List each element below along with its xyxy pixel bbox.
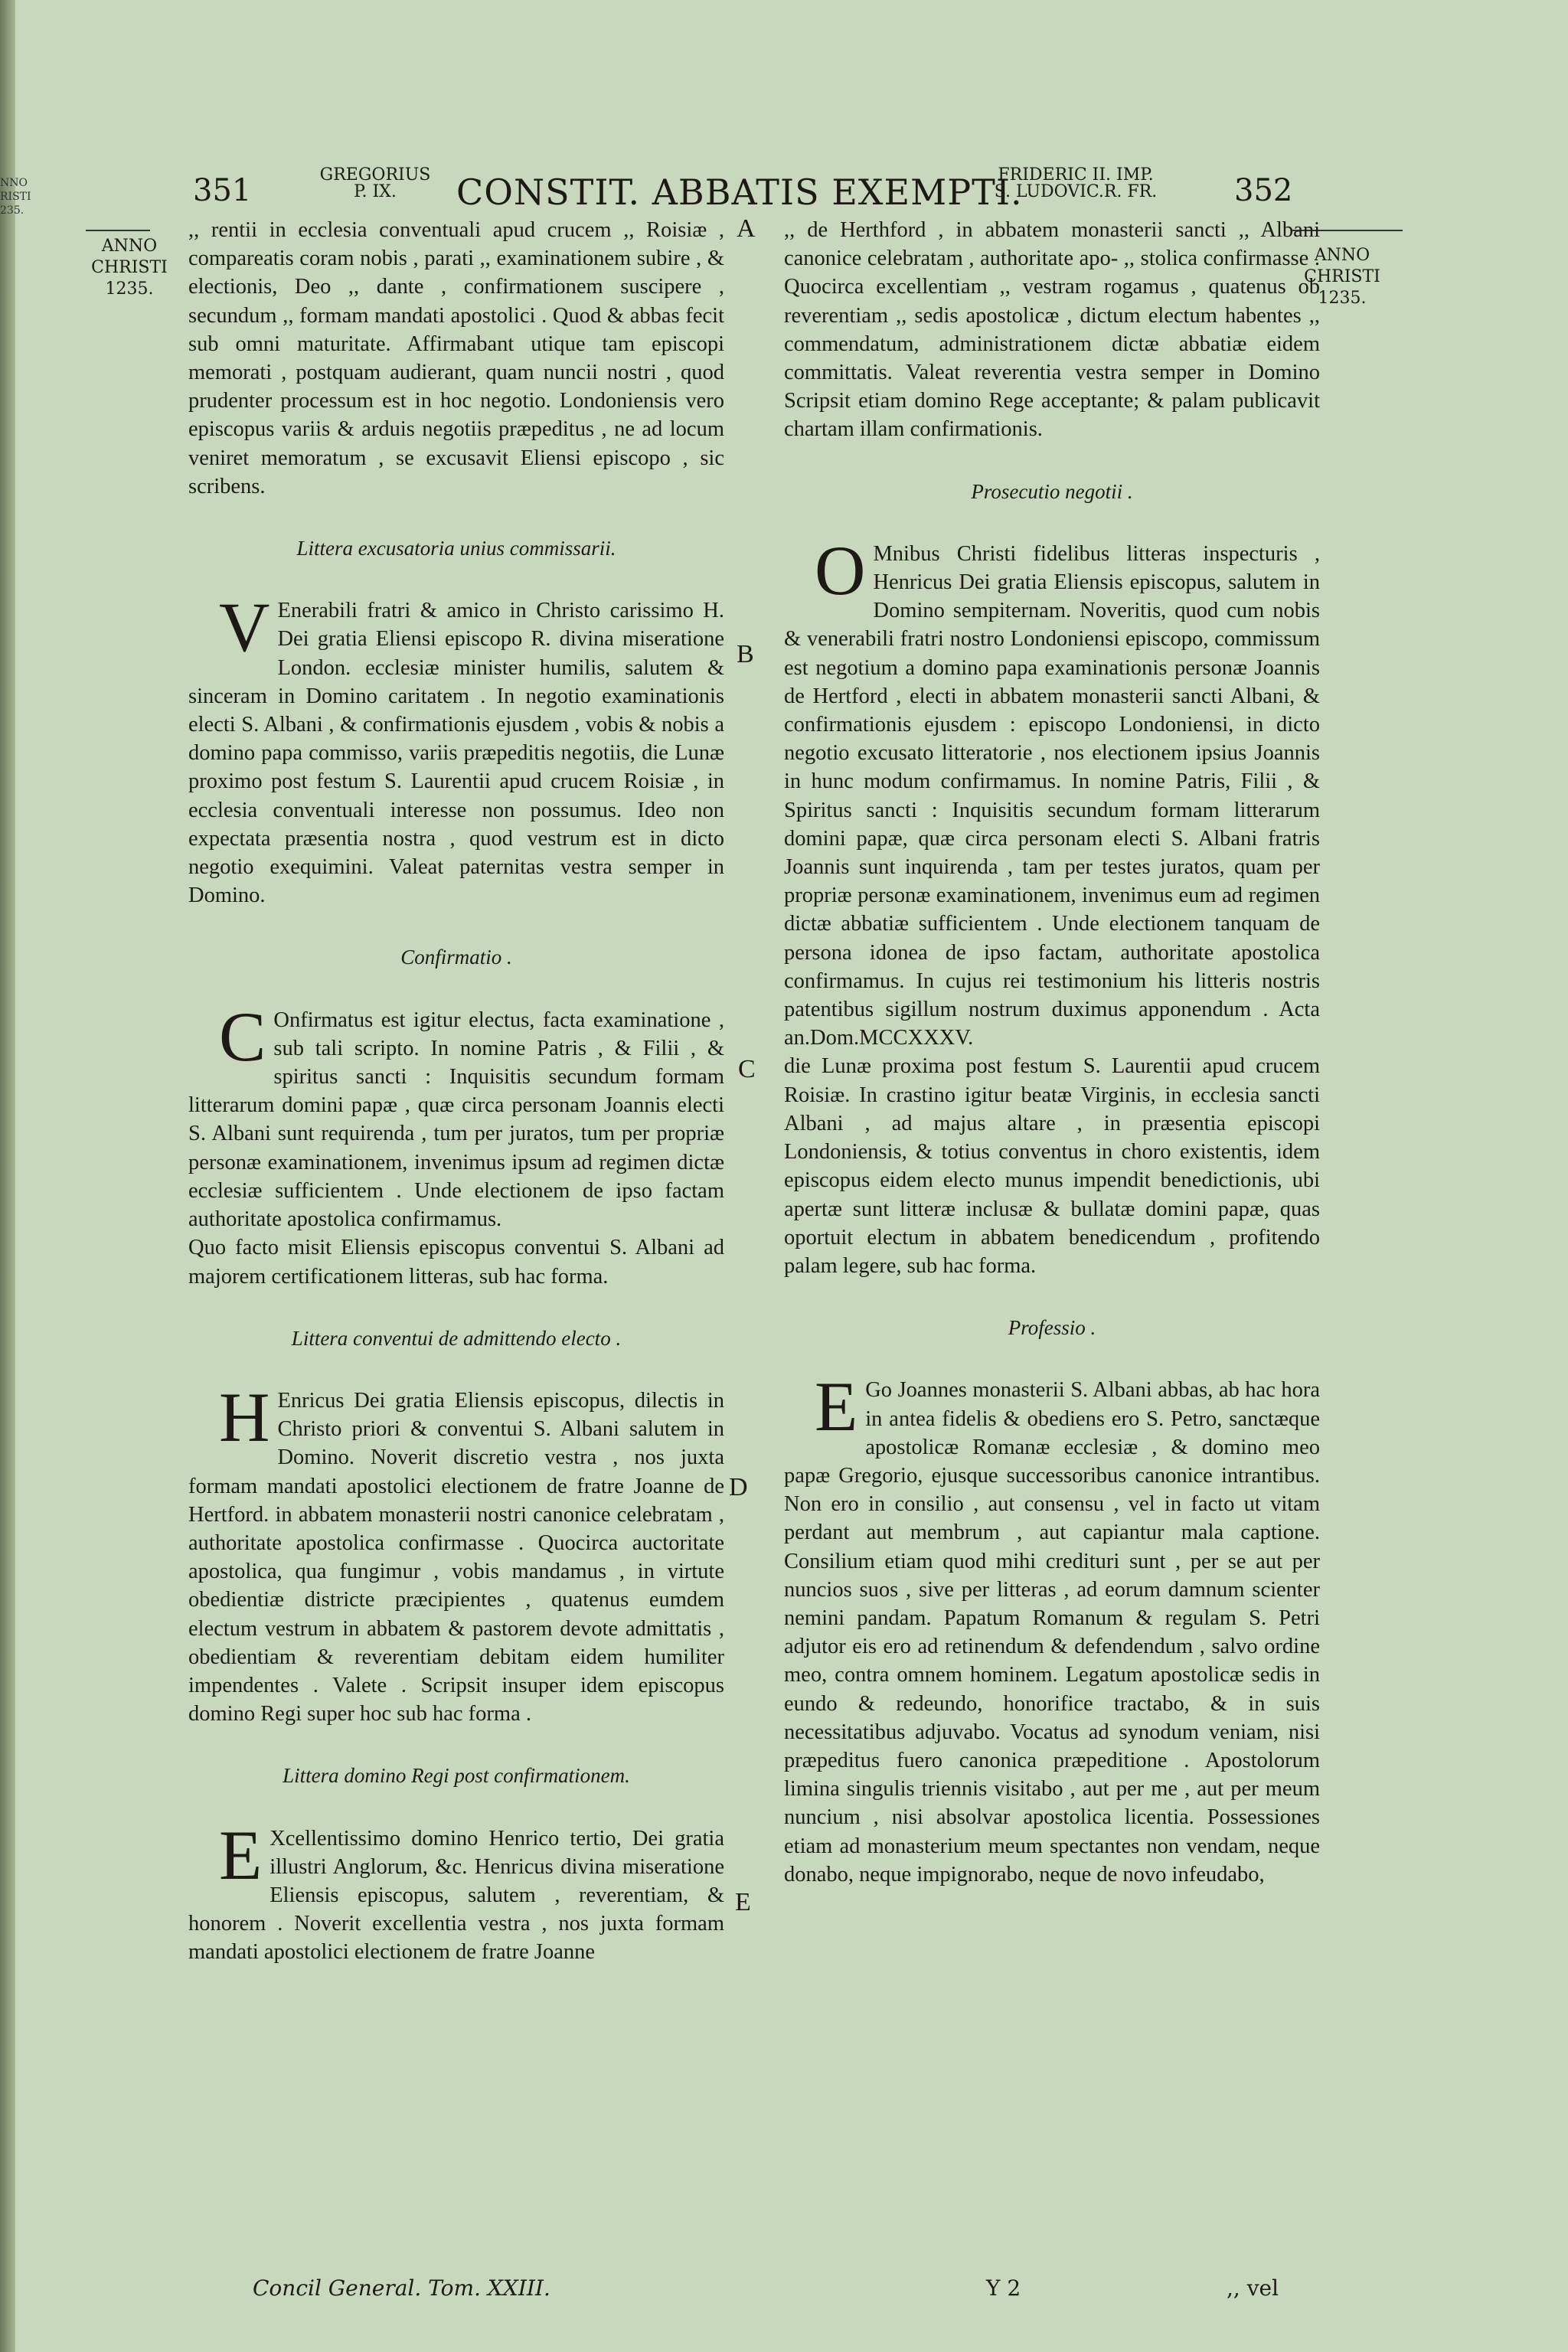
margin-christi: CHRISTI: [1304, 267, 1380, 286]
paragraph: Onfirmatus est igitur electus, facta examinatione , sub tali scripto. In nomine Patris , & Filii , & spiritus sancti : Inquisitis secundum formam litterarum domini papæ , quæ circa personam Joannis electi S. Albani sunt requirenda , tum per juratos, tum per propriæ personæ examinationem, invenimus ipsum ad regimen dictæ ecclesiæ sufficientem . Unde electionem de ipso factam authoritate apostolica confirmamus.: [188, 1008, 724, 1232]
paragraph: ,, de Herthford , in abbatem monasterii sancti ,, Albani canonice celebratam , authoritate apo- ,, stolica confirmasse . Quocirca excellentiam ,, vestram rogamus , quatenus ob reverentiam ,, sedis apostolicæ , dictum electum habentes ,, commendatum, administrationem dictæ abbatiæ eidem committatis. Valeat reverentia vestra semper in Domino Scripsit etiam domino Rege acceptante; & palam publicavit chartam illam confirmationis.: [784, 218, 1320, 442]
section-letter-a: A: [737, 214, 756, 243]
letter-block: [784, 531, 1320, 1053]
margin-note-left: [87, 236, 172, 300]
footer-catchword: ,, vel: [1227, 2275, 1279, 2301]
margin-dash-left: [86, 230, 150, 231]
drop-initial: E: [815, 1367, 858, 1446]
section-letter-d: D: [729, 1473, 748, 1501]
binding-shadow: [0, 0, 15, 2352]
letter-block: [188, 997, 724, 1234]
section-heading: Littera domino Regi post confirmationem.: [283, 1764, 630, 1788]
paragraph: Enerabili fratri & amico in Christo carissimo H. Dei gratia Eliensi episcopo R. divina miseratione London. ecclesiæ minister humilis, salutem & sinceram in Domino caritatem . In negotio examinationis electi S. Albani , & confirmationis ejusdem , vobis & nobis a domino papa commisso, variis præpeditis negotiis, die Lunæ proximo post festum S. Laurentii apud crucem Roisiæ , in ecclesia conventuali interesse non possumus. Ideo non expectata præsentia nostra , quod vestrum est in dicto negotio exequimini. Valeat paternitas vestra semper in Domino.: [188, 599, 724, 908]
prev-edge-line: RISTI: [0, 191, 31, 203]
footer-signature: Y 2: [986, 2275, 1021, 2301]
drop-initial: O: [815, 531, 866, 609]
margin-year: 1235.: [1318, 289, 1367, 308]
letter-block: [188, 588, 724, 910]
paragraph: ,, rentii in ecclesia conventuali apud crucem ,, Roisiæ , compareatis coram nobis , parati ,, examinationem subire , & electionis, Deo ,, dante , confirmationem suscipere , secundum ,, formam mandati apostolici . Quod & abbas fecit sub omni maturitate. Affirmabant utique tam episcopi memorati , postquam audierant, quam nuncii nostri , quod prudenter processum est in hoc negotio. Londoniensis vero episcopus variis & arduis negotiis præpeditus , ne ad locum veniret memoratum , se excusavit Eliensi episcopo , sic scribens.: [188, 218, 724, 498]
letter-block: [188, 1815, 724, 1967]
margin-anno: ANNO: [101, 237, 158, 256]
section-heading: Confirmatio .: [400, 946, 512, 969]
section-heading: Professio .: [1008, 1316, 1096, 1340]
prev-edge-line: 235.: [0, 204, 24, 217]
prev-edge-line: NNO: [0, 177, 28, 189]
letter-block: [784, 1367, 1320, 1889]
header-emperor: FRIDERIC II. IMP.: [998, 165, 1154, 185]
header-pope-number: P. IX.: [354, 182, 397, 201]
margin-anno: ANNO: [1314, 246, 1370, 265]
page-header: [0, 167, 1568, 220]
header-pope-name: GREGORIUS: [319, 165, 431, 185]
paragraph: Quo facto misit Eliensis episcopus conventui S. Albani ad majorem certificationem litteras, sub hac forma.: [188, 1236, 724, 1289]
section-heading: Littera excusatoria unius commissarii.: [296, 537, 616, 560]
drop-initial: C: [219, 997, 266, 1076]
left-column: [188, 216, 724, 1967]
section-heading: Littera conventui de admittendo electo .: [291, 1326, 622, 1350]
margin-christi: CHRISTI: [91, 258, 168, 277]
section-letter-c: C: [738, 1055, 756, 1083]
footer-volume: Concil General. Tom. XXIII.: [253, 2275, 550, 2301]
running-title: CONSTIT. ABBATIS EXEMPTI.: [456, 172, 1023, 213]
paragraph: Go Joannes monasterii S. Albani abbas, ab hac hora in antea fidelis & obediens ero S. Petro, sanctæque apostolicæ Romanæ ecclesiæ , & domino meo papæ Gregorio, ejusque successoribus canonice intrantibus. Non ero in consilio , aut consensu , vel in facto ut vitam perdant aut membrum , aut capiantur mala captione. Consilium etiam quod mihi credituri sunt , per se aut per nuncios suos , sive per litteras , ad eorum damnum scienter nemini pandam. Papatum Romanum & regulam S. Petri adjutor eis ero ad retinendum & defendendum , salvo ordine meo, contra omnem hominem. Legatum apostolicæ sedis in eundo & redeundo, honorifice tractabo, & in suis necessitatibus adjuvabo. Vocatus ad synodum veniam, nisi præpeditus fuero canonica præpeditione . Apostolorum limina singulis triennis visitabo , aut per me , aut per meum nuncium , nisi absolvar apostolica licentia. Possessiones etiam ad monasterium meum spectantes non vendam, neque donabo, neque impignorabo, neque de novo infeudabo,: [784, 1378, 1320, 1886]
paragraph: Mnibus Christi fidelibus litteras inspecturis , Henricus Dei gratia Eliensis episcopus, salutem in Domino sempiternam. Noveritis, quod cum nobis & venerabili fratri nostro Londoniensi episcopo, commissum est negotium a domino papa examinationis personæ Joannis de Hertford , electi in abbatem monasterii sancti Albani, & confirmationis ejusdem : episcopo Londoniensi, in dicto negotio excusato litteratorie , nos electionem ipsius Joannis in hunc modum confirmamus. In nomine Patris, Filii , & Spiritus sancti : Inquisitis secundum formam litterarum domini papæ, quæ circa personam electi S. Albani fratris Joannis sunt inquirenda , tam per testes juratos, quam per propriæ personæ examinationem, invenimus eum ad regimen dictæ abbatiæ sufficientem . Unde electionem tanquam de persona idonea de ipso factam, authoritate apostolica confirmamus. In cujus rei testimonium his litteris nostris patentibus sigillum nostrum duximus apponendum . Acta an.Dom.MCCXXXV.: [784, 541, 1320, 1050]
letter-block: [188, 1377, 724, 1728]
paragraph: Xcellentissimo domino Henrico tertio, Dei gratia illustri Anglorum, &c. Henricus divina miseratione Eliensis episcopus, salutem , reverentiam, & honorem . Noverit excellentia vestra , nos juxta formam mandati apostolici electionem de fratre Joanne: [188, 1826, 724, 1965]
drop-initial: E: [219, 1815, 263, 1894]
right-column: [784, 216, 1320, 1889]
page-number-left: 351: [193, 173, 252, 208]
section-heading: Prosecutio negotii .: [971, 479, 1133, 503]
paragraph: die Lunæ proxima post festum S. Laurentii apud crucem Roisiæ. In crastino igitur beatæ Virginis, in ecclesia sancti Albani , ad majus altare , in præsentia episcopi Londoniensis, & totius conventus in choro existentis, idem episcopus eidem electo munus impendit benedictionis, ubi apertæ sunt litteræ inclusæ & bullatæ domini papæ, quas oportuit electum in abbatem benedicendum , profitendo palam legere, sub hac forma.: [784, 1054, 1320, 1278]
header-pope: [306, 167, 444, 201]
drop-initial: H: [219, 1377, 270, 1456]
margin-year: 1235.: [105, 279, 154, 299]
drop-initial: V: [219, 588, 270, 667]
paragraph: Enricus Dei gratia Eliensis episcopus, dilectis in Christo priori & conventui S. Albani salutem in Domino. Noverit discretio vestra , nos juxta formam mandati apostolici electionem de fratre Joanne de Hertford. in abbatem monasterii nostri canonice celebratam , authoritate apostolica confirmasse . Quocirca auctoritate apostolica, qua fungimur , vobis mandamus , in virtute obedientiæ districte præcipientes , quatenus eumdem electum vestrum in abbatem & pastorem devote admittatis , obedientiam & reverentiam debitam eidem humiliter impendentes . Valete . Scripsit insuper idem episcopus domino Regi super hoc sub hac forma .: [188, 1388, 724, 1726]
section-letter-e: E: [735, 1888, 751, 1916]
section-letter-b: B: [737, 640, 754, 668]
page-number-right: 352: [1234, 173, 1293, 208]
header-rulers: [980, 167, 1171, 201]
header-king: S. LUDOVIC.R. FR.: [994, 182, 1158, 201]
